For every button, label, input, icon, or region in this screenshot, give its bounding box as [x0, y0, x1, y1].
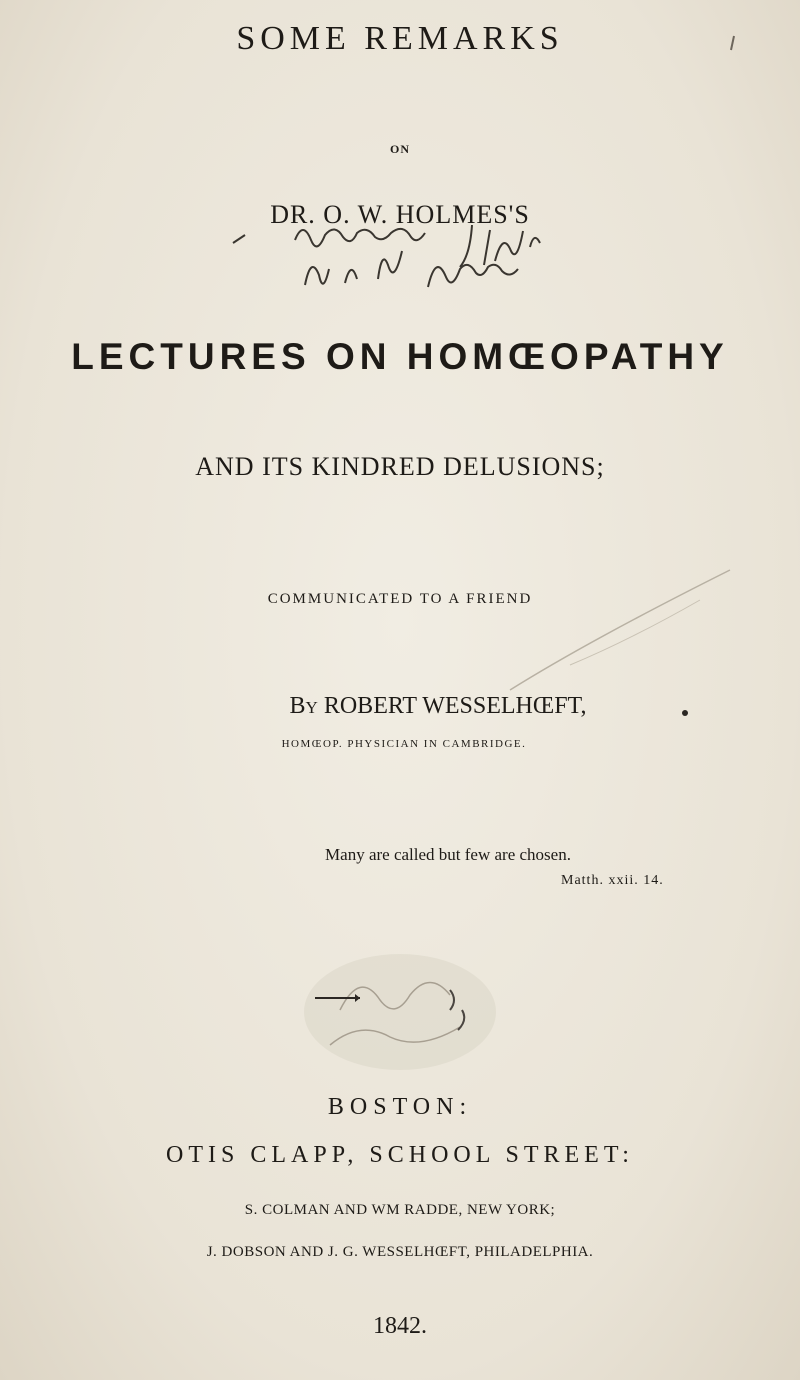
imprint-year: 1842. — [373, 1313, 427, 1339]
heading-on: ON — [390, 142, 410, 156]
heading-lectures: LECTURES ON HOMŒOPATHY — [71, 336, 729, 377]
heading-some-remarks: SOME REMARKS — [236, 20, 564, 57]
communicated-line: COMMUNICATED TO A FRIEND — [267, 591, 533, 607]
epigraph-quote: Many are called but few are chosen. — [325, 845, 571, 864]
imprint-agents-philadelphia: J. DOBSON AND J. G. WESSELHŒFT, PHILADELPHIA. — [206, 1244, 594, 1260]
heading-kindred-delusions: AND ITS KINDRED DELUSIONS; — [195, 452, 605, 481]
epigraph-citation: Matth. xxii. 14. — [561, 873, 664, 888]
pencil-stroke — [500, 560, 740, 700]
handwritten-annotation — [200, 225, 620, 345]
heading-author-name: DR. O. W. HOLMES'S — [270, 200, 530, 229]
margin-mark-top — [728, 34, 738, 54]
imprint-publisher: OTIS CLAPP, SCHOOL STREET: — [166, 1142, 634, 1168]
byline-author: ROBERT WESSELHŒFT, — [323, 693, 587, 719]
library-stamp — [300, 950, 500, 1075]
imprint-agents-new-york: S. COLMAN AND WM RADDE, NEW YORK; — [244, 1202, 556, 1218]
author-credential: HOMŒOP. PHYSICIAN IN CAMBRIDGE. — [281, 738, 527, 750]
byline-by: By — [289, 693, 318, 719]
margin-dot — [680, 708, 690, 718]
imprint-city: BOSTON: — [327, 1094, 473, 1120]
